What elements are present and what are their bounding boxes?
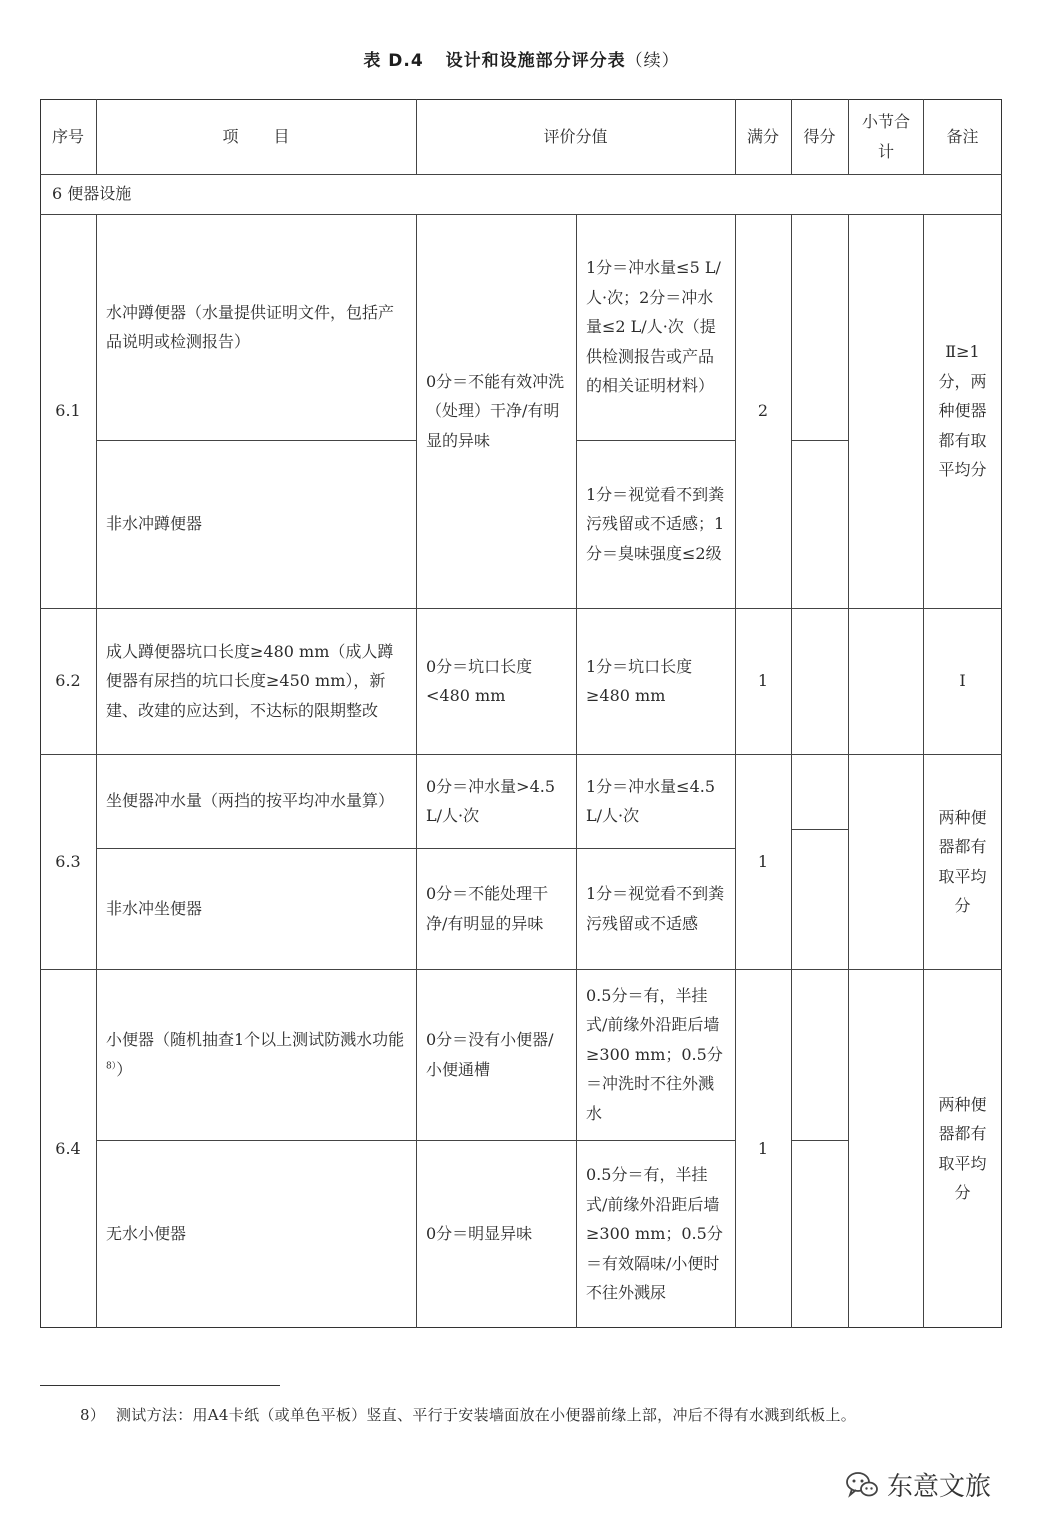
item-cell xyxy=(96,969,416,1140)
col-divider xyxy=(791,214,792,1328)
footnote-text: 测试方法：用A4卡纸（或单色平板）竖直、平行于安装墙面放在小便器前缘上部，冲后不得有水溅到纸板上。 xyxy=(116,1406,857,1424)
criteria-cell: 1分＝视觉看不到粪污残留或不适感 xyxy=(586,884,725,933)
zero-score-cell: 0分＝明显异味 xyxy=(426,1224,533,1244)
footnote-rule xyxy=(40,1385,280,1386)
criteria-cell: 1分＝冲水量≤4.5 L/人·次 xyxy=(586,776,716,825)
table-continued: （续） xyxy=(625,51,680,71)
row-number: 6.1 xyxy=(55,401,81,421)
col-divider xyxy=(848,214,849,1328)
table-title xyxy=(0,46,1043,71)
zero-score-cell: 0分＝冲水量>4.5 L/人·次 xyxy=(426,776,556,825)
row-divider xyxy=(791,829,848,830)
row-number: 6.2 xyxy=(55,671,81,691)
section-title: 6 便器设施 xyxy=(52,184,132,204)
full-score-value: 2 xyxy=(757,401,769,421)
full-score-value: 1 xyxy=(757,1138,769,1158)
item-text-end: ） xyxy=(116,1059,133,1079)
table-name: 设计和设施部分评分表 xyxy=(445,51,626,71)
wechat-icon xyxy=(845,1470,879,1500)
full-score-value: 1 xyxy=(757,851,769,871)
criteria-cell: 1分＝坑口长度≥480 mm xyxy=(586,656,693,705)
header-remark: 备注 xyxy=(946,126,979,146)
col-divider xyxy=(848,99,849,174)
watermark xyxy=(845,1466,991,1503)
criteria-cell: 1分＝冲水量≤5 L/人·次；2分＝冲水量≤2 L/人·次（提供检测报告或产品的相关证明材料） xyxy=(586,258,721,396)
zero-score-cell: 0分＝不能有效冲洗（处理）干净/有明显的异味 xyxy=(426,371,565,450)
criteria-cell: 0.5分＝有，半挂式/前缘外沿距后墙≥300 mm；0.5分＝有效隔味/小便时不往外溅尿 xyxy=(586,1165,723,1303)
row-number: 6.3 xyxy=(55,851,81,871)
header-no: 序号 xyxy=(51,126,84,146)
table-label: 表 D.4 xyxy=(363,51,424,71)
header-subtotal: 小节合计 xyxy=(861,112,910,161)
remark-cell: 两种便器都有取平均分 xyxy=(938,1094,987,1202)
footnote xyxy=(80,1404,856,1425)
row-number: 6.4 xyxy=(55,1138,81,1158)
item-cell: 坐便器冲水量（两挡的按平均冲水量算） xyxy=(106,791,395,811)
row-divider xyxy=(791,440,848,441)
zero-score-cell: 0分＝不能处理干净/有明显的异味 xyxy=(426,884,549,933)
footnote-ref[interactable]: 8） xyxy=(106,1061,117,1072)
item-cell: 非水冲蹲便器 xyxy=(106,514,203,534)
zero-score-cell: 0分＝没有小便器/小便通槽 xyxy=(426,1030,554,1079)
item-cell: 无水小便器 xyxy=(106,1224,187,1244)
remark-cell: Ⅰ xyxy=(959,671,966,691)
item-cell: 水冲蹲便器（水量提供证明文件，包括产品说明或检测报告） xyxy=(106,302,395,351)
header-full-score: 满分 xyxy=(746,126,779,146)
remark-cell: 两种便器都有取平均分 xyxy=(938,807,987,915)
item-cell: 非水冲坐便器 xyxy=(106,898,203,918)
header-item: 项 目 xyxy=(222,126,290,146)
row-divider xyxy=(791,1140,848,1141)
item-text: 小便器（随机抽查1个以上测试防溅水功能 xyxy=(106,1030,405,1049)
criteria-cell: 1分＝视觉看不到粪污残留或不适感；1分＝臭味强度≤2级 xyxy=(586,484,725,563)
full-score-value: 1 xyxy=(757,671,769,691)
watermark-text: 东意文旅 xyxy=(887,1472,992,1502)
criteria-cell: 0.5分＝有，半挂式/前缘外沿距后墙≥300 mm；0.5分＝冲洗时不往外溅水 xyxy=(586,985,723,1123)
item-cell: 成人蹲便器坑口长度≥480 mm（成人蹲便器有尿挡的坑口长度≥450 mm），新建、改建的应达到，不达标的限期整改 xyxy=(106,641,394,720)
remark-cell: Ⅱ≥1分，两种便器都有取平均分 xyxy=(938,342,987,480)
footnote-number: 8） xyxy=(80,1406,106,1424)
zero-score-cell: 0分＝坑口长度<480 mm xyxy=(426,656,533,705)
header-criteria: 评价分值 xyxy=(543,126,608,146)
header-score: 得分 xyxy=(803,126,836,146)
